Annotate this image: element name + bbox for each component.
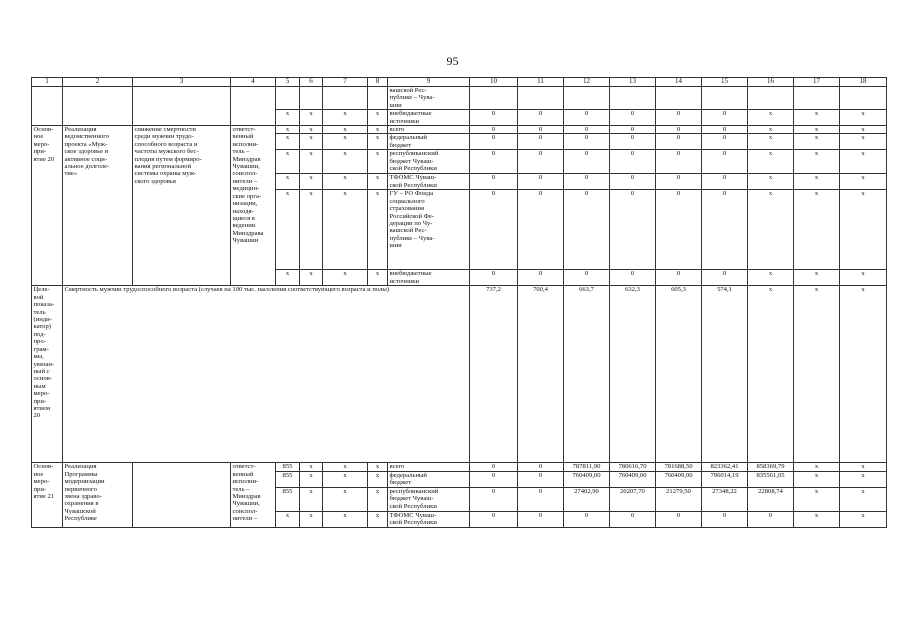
value-cell: 0	[470, 511, 518, 527]
code-cell: x	[300, 110, 323, 126]
measure-label-cell: Основ- ное меро- при- ятие 21	[32, 463, 63, 527]
column-number-cell: 17	[794, 78, 840, 87]
value-cell: x	[794, 110, 840, 126]
code-cell: 855	[276, 463, 300, 471]
table-row	[32, 126, 887, 134]
value-cell: 0	[470, 487, 518, 511]
value-cell: 0	[656, 174, 702, 190]
value-cell: x	[748, 126, 794, 134]
value-cell: x	[794, 286, 840, 463]
value-cell: 0	[518, 463, 564, 471]
measure-name-cell: Реализация Программы модернизации первичного звена здраво- охранения в Чувашской Республике	[63, 463, 133, 527]
value-cell: x	[840, 150, 887, 174]
funding-source-cell: республиканский бюджет Чуваш- ской Республики	[388, 487, 470, 511]
value-cell: 0	[518, 174, 564, 190]
value-cell: 858369,79	[748, 463, 794, 471]
code-cell: x	[368, 270, 388, 286]
code-cell: x	[368, 463, 388, 471]
code-cell: x	[300, 270, 323, 286]
value-cell: x	[794, 463, 840, 471]
value-cell: 760409,00	[564, 471, 610, 487]
target-indicator-row	[32, 286, 887, 463]
value-cell: 0	[518, 126, 564, 134]
funding-source-cell: всего	[388, 463, 470, 471]
page-number: 95	[446, 54, 459, 68]
funding-source-cell: внебюджетные источники	[388, 110, 470, 126]
value-cell: 0	[518, 270, 564, 286]
code-cell: x	[323, 190, 368, 270]
value-cell: x	[794, 134, 840, 150]
value-cell: 0	[470, 463, 518, 471]
code-cell: x	[323, 463, 368, 471]
column-number-cell: 14	[656, 78, 702, 87]
value-cell: 0	[702, 150, 748, 174]
code-cell: x	[300, 150, 323, 174]
value-cell: 0	[518, 134, 564, 150]
code-cell: 855	[276, 471, 300, 487]
value-cell: x	[840, 511, 887, 527]
value-cell: x	[748, 150, 794, 174]
value-cell: 0	[470, 110, 518, 126]
column-number-cell: 2	[63, 78, 133, 87]
code-cell: x	[368, 174, 388, 190]
code-cell: 855	[276, 487, 300, 511]
column-number-cell: 18	[840, 78, 887, 87]
value-cell: 0	[610, 511, 656, 527]
column-number-cell: 10	[470, 78, 518, 87]
funding-source-cell: республиканский бюджет Чуваш- ской Республики	[388, 150, 470, 174]
code-cell: x	[323, 174, 368, 190]
value-cell: 737,2	[470, 286, 518, 463]
value-cell: 0	[748, 511, 794, 527]
value-cell: 0	[610, 150, 656, 174]
value-cell: 0	[610, 174, 656, 190]
value-cell: 0	[656, 511, 702, 527]
value-cell: 835561,05	[748, 471, 794, 487]
funding-source-cell: вашской Рес- публике – Чува- шии	[388, 87, 470, 110]
value-cell: x	[840, 134, 887, 150]
target-label-cell: Целе- вой показа- тель (инди- катор) под- про- грам- мы, увязан- ный с основ- ным меро- при- ятием 20	[32, 286, 63, 463]
code-cell: x	[323, 270, 368, 286]
value-cell: 0	[518, 110, 564, 126]
value-cell: x	[794, 270, 840, 286]
value-cell: x	[840, 487, 887, 511]
table-row	[32, 463, 887, 471]
code-cell: x	[276, 511, 300, 527]
value-cell: 0	[564, 150, 610, 174]
value-cell: 823362,41	[702, 463, 748, 471]
code-cell: x	[368, 110, 388, 126]
value-cell: x	[794, 126, 840, 134]
value-cell: 0	[518, 150, 564, 174]
value-cell: 0	[702, 110, 748, 126]
value-cell: 0	[610, 270, 656, 286]
value-cell: 0	[702, 190, 748, 270]
column-number-cell: 13	[610, 78, 656, 87]
value-cell: x	[748, 134, 794, 150]
value-cell: 787811,90	[564, 463, 610, 471]
measure-21-group	[32, 463, 887, 527]
table-row	[32, 87, 887, 110]
value-cell: 0	[470, 190, 518, 270]
code-cell: x	[323, 511, 368, 527]
value-cell: 0	[518, 511, 564, 527]
code-cell: x	[323, 150, 368, 174]
value-cell: x	[748, 270, 794, 286]
measure-goal-cell	[133, 463, 231, 527]
code-cell: x	[300, 463, 323, 471]
code-cell: x	[368, 134, 388, 150]
value-cell: 0	[656, 134, 702, 150]
value-cell: 0	[470, 174, 518, 190]
value-cell: x	[794, 471, 840, 487]
code-cell: x	[323, 487, 368, 511]
column-number-cell: 9	[388, 78, 470, 87]
value-cell: 0	[470, 134, 518, 150]
value-cell: 0	[518, 487, 564, 511]
value-cell: 27402,90	[564, 487, 610, 511]
value-cell: 0	[610, 126, 656, 134]
value-cell: 0	[702, 174, 748, 190]
code-cell: x	[300, 134, 323, 150]
executor-cell: ответст- венный исполни- тель – Минздрав Чувашии, соиспол- нители – медицин- ские орга- низации, находя- щиеся в ведении Минздрава Чувашии	[231, 126, 276, 286]
funding-source-cell: федеральный бюджет	[388, 471, 470, 487]
value-cell: 781688,50	[656, 463, 702, 471]
code-cell: x	[368, 190, 388, 270]
value-cell: 0	[610, 190, 656, 270]
column-number-cell: 5	[276, 78, 300, 87]
code-cell: x	[276, 190, 300, 270]
value-cell: x	[748, 190, 794, 270]
code-cell: x	[368, 471, 388, 487]
funding-source-cell: ТФОМС Чуваш- ской Республики	[388, 511, 470, 527]
code-cell: x	[300, 126, 323, 134]
column-number-cell: 7	[323, 78, 368, 87]
column-number-cell: 4	[231, 78, 276, 87]
value-cell: 0	[470, 471, 518, 487]
value-cell: 0	[656, 190, 702, 270]
value-cell: 632,3	[610, 286, 656, 463]
value-cell: 0	[470, 270, 518, 286]
measure-20-group	[32, 126, 887, 286]
value-cell: 760409,00	[610, 471, 656, 487]
code-cell: x	[276, 110, 300, 126]
executor-cell: ответст- венный исполни- тель – Минздрав Чувашии, соиспол- нители –	[231, 463, 276, 527]
code-cell: x	[368, 126, 388, 134]
column-number-cell: 15	[702, 78, 748, 87]
value-cell: x	[840, 463, 887, 471]
value-cell: 0	[610, 134, 656, 150]
code-cell: x	[323, 126, 368, 134]
value-cell: 0	[564, 190, 610, 270]
value-cell: 0	[564, 174, 610, 190]
value-cell: x	[748, 286, 794, 463]
value-cell: 760409,00	[656, 471, 702, 487]
value-cell: 0	[702, 511, 748, 527]
value-cell: 0	[656, 126, 702, 134]
value-cell: 574,1	[702, 286, 748, 463]
value-cell: 0	[656, 150, 702, 174]
value-cell: x	[840, 190, 887, 270]
code-cell: x	[276, 150, 300, 174]
code-cell: x	[323, 134, 368, 150]
code-cell: x	[300, 174, 323, 190]
value-cell: x	[794, 174, 840, 190]
value-cell: 0	[564, 270, 610, 286]
value-cell: x	[794, 150, 840, 174]
value-cell: 0	[702, 126, 748, 134]
code-cell: x	[300, 487, 323, 511]
value-cell: 0	[564, 511, 610, 527]
code-cell: x	[276, 134, 300, 150]
funding-source-cell: федеральный бюджет	[388, 134, 470, 150]
funding-source-cell: внебюджетные источники	[388, 270, 470, 286]
column-number-cell: 6	[300, 78, 323, 87]
value-cell: x	[748, 110, 794, 126]
target-description-cell: Смертность мужчин трудоспособного возраста (случаев на 100 тыс. населения соответствующего возраста и полы)	[63, 286, 470, 463]
value-cell: 27348,22	[702, 487, 748, 511]
code-cell: x	[323, 110, 368, 126]
code-cell: x	[276, 174, 300, 190]
column-number-cell: 3	[133, 78, 231, 87]
budget-table	[31, 77, 887, 528]
value-cell: 0	[610, 110, 656, 126]
value-cell: 21279,50	[656, 487, 702, 511]
column-number-cell: 1	[32, 78, 63, 87]
value-cell: x	[794, 511, 840, 527]
value-cell: x	[840, 471, 887, 487]
value-cell: 22808,74	[748, 487, 794, 511]
funding-source-cell: ГУ – РО Фонда социального страхования Российской Фе- дерации по Чу- вашской Рес- публике – Чува- шии	[388, 190, 470, 270]
value-cell: 0	[656, 110, 702, 126]
value-cell: x	[840, 174, 887, 190]
value-cell: 605,3	[656, 286, 702, 463]
value-cell: 20207,70	[610, 487, 656, 511]
value-cell: x	[748, 174, 794, 190]
code-cell: x	[276, 126, 300, 134]
value-cell: 700,4	[518, 286, 564, 463]
value-cell: 0	[656, 270, 702, 286]
value-cell: 0	[702, 270, 748, 286]
code-cell: x	[368, 487, 388, 511]
column-number-cell: 12	[564, 78, 610, 87]
code-cell: x	[368, 150, 388, 174]
code-cell: x	[276, 270, 300, 286]
value-cell: x	[840, 126, 887, 134]
value-cell: x	[794, 190, 840, 270]
value-cell: 0	[564, 110, 610, 126]
value-cell: 663,7	[564, 286, 610, 463]
value-cell: 0	[470, 150, 518, 174]
code-cell: x	[300, 511, 323, 527]
code-cell: x	[323, 471, 368, 487]
measure-label-cell: Основ- ное меро- при- ятие 20	[32, 126, 63, 286]
value-cell: 0	[470, 126, 518, 134]
measure-goal-cell: снижение смертности среди мужчин трудо- способного возраста и частоты мужского бес- плодия путем формиро- вания региональной системы охраны муж- ского здоровья	[133, 126, 231, 286]
measure-name-cell: Реализация ведомственного проекта «Муж- ское здоровье и активное соци- альное долголе- тие»	[63, 126, 133, 286]
funding-source-cell: ТФОМС Чуваш- ской Республики	[388, 174, 470, 190]
value-cell: 0	[518, 190, 564, 270]
code-cell: x	[368, 511, 388, 527]
funding-source-cell: всего	[388, 126, 470, 134]
column-number-cell: 8	[368, 78, 388, 87]
value-cell: x	[840, 286, 887, 463]
code-cell: x	[300, 471, 323, 487]
column-number-cell: 11	[518, 78, 564, 87]
column-number-row	[32, 78, 887, 87]
column-number-cell: 16	[748, 78, 794, 87]
value-cell: 0	[564, 126, 610, 134]
code-cell: x	[300, 190, 323, 270]
value-cell: 0	[564, 134, 610, 150]
value-cell: 0	[518, 471, 564, 487]
value-cell: x	[794, 487, 840, 511]
value-cell: 0	[702, 134, 748, 150]
value-cell: x	[840, 110, 887, 126]
value-cell: 780616,70	[610, 463, 656, 471]
value-cell: x	[840, 270, 887, 286]
value-cell: 796014,19	[702, 471, 748, 487]
